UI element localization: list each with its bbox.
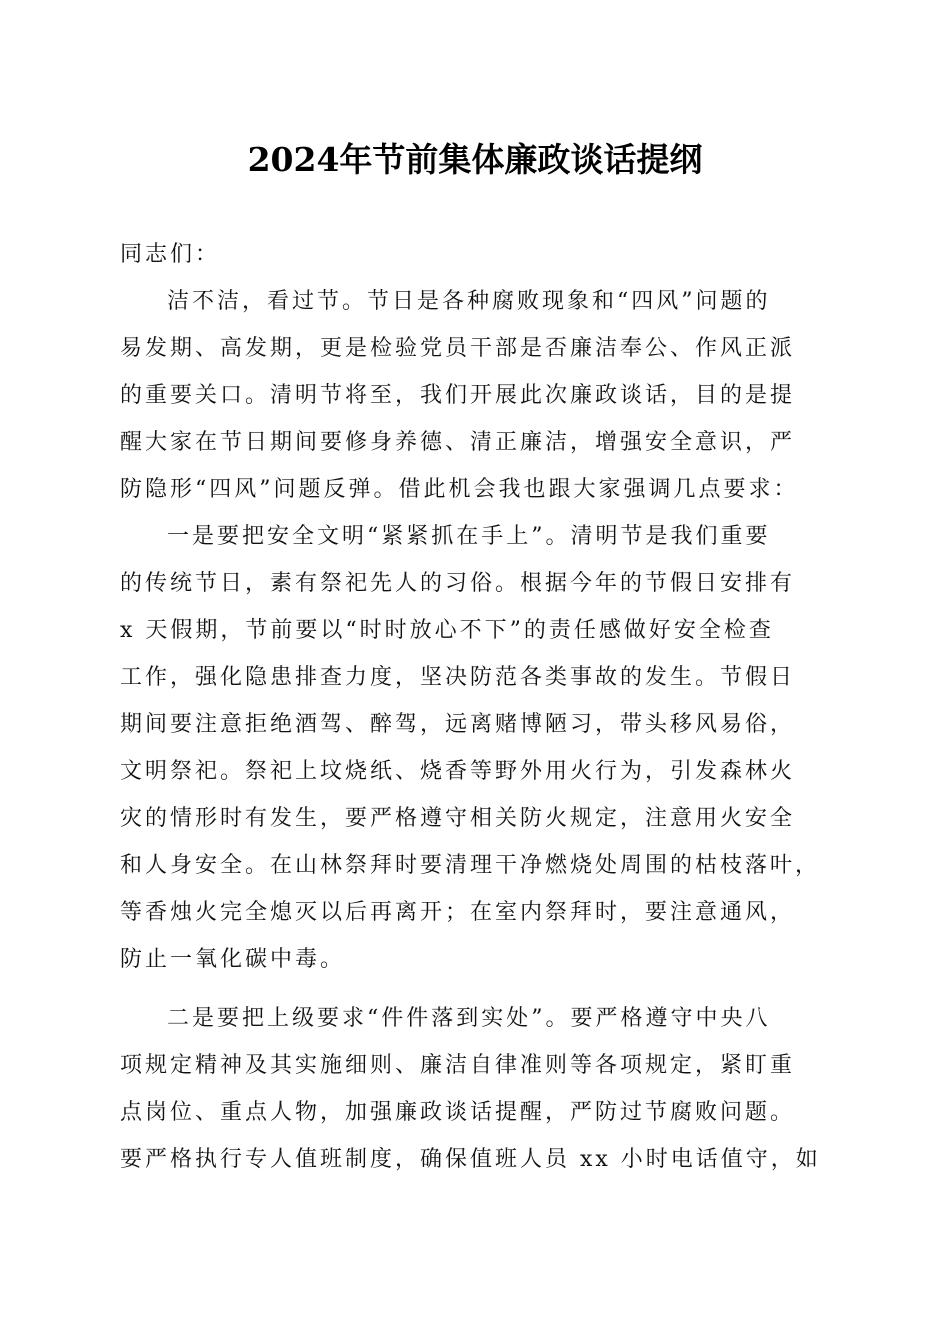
text-line: 要严格执行专人值班制度，确保值班人员 xx 小时电话值守，如 (120, 1147, 821, 1172)
text-line: 二是要把上级要求“件件落到实处”。要严格遵守中央八 (167, 1006, 771, 1031)
text-line: 防隐形“四风”问题反弹。借此机会我也跟大家强调几点要求： (120, 477, 799, 502)
document-title: 2024年节前集体廉政谈话提纲 (247, 140, 703, 179)
text-line: 灾的情形时有发生，要严格遵守相关防火规定，注意用火安全 (120, 806, 796, 831)
salutation: 同志们： (120, 242, 221, 267)
text-line: 一是要把安全文明“紧紧抓在手上”。清明节是我们重要 (167, 524, 771, 549)
paragraph-spacer (120, 983, 832, 995)
text-line: 期间要注意拒绝酒驾、醉驾，远离赌博陋习，带头移风易俗， (120, 712, 796, 737)
text-line: 防止一氧化碳中毒。 (120, 947, 346, 972)
text-line: x 天假期，节前要以“时时放心不下”的责任感做好安全检查 (120, 618, 774, 643)
text-line: 等香烛火完全熄灭以后再离开；在室内祭拜时，要注意通风， (120, 900, 796, 925)
text-line: 和人身安全。在山林祭拜时要清理干净燃烧处周围的枯枝落叶， (120, 853, 821, 878)
text-line: 文明祭祀。祭祀上坟烧纸、烧香等野外用火行为，引发森林火 (120, 759, 796, 784)
paragraph-requirements (120, 995, 832, 1183)
paragraph-safety (120, 513, 832, 983)
text-line: 洁不洁，看过节。节日是各种腐败现象和“四风”问题的 (167, 289, 771, 314)
text-line: 的传统节日，素有祭祀先人的习俗。根据今年的节假日安排有 (120, 571, 796, 596)
text-line: 醒大家在节日期间要修身养德、清正廉洁，增强安全意识，严 (120, 430, 796, 455)
text-line: 的重要关口。清明节将至，我们开展此次廉政谈话，目的是提 (120, 383, 796, 408)
paragraph-intro (120, 278, 832, 513)
text-line: 工作，强化隐患排查力度，坚决防范各类事故的发生。节假日 (120, 665, 796, 690)
document-body (120, 231, 832, 1183)
text-line: 项规定精神及其实施细则、廉洁自律准则等各项规定，紧盯重 (120, 1053, 796, 1078)
text-line: 易发期、高发期，更是检验党员干部是否廉洁奉公、作风正派 (120, 336, 796, 361)
text-line: 点岗位、重点人物，加强廉政谈话提醒，严防过节腐败问题。 (120, 1100, 796, 1125)
